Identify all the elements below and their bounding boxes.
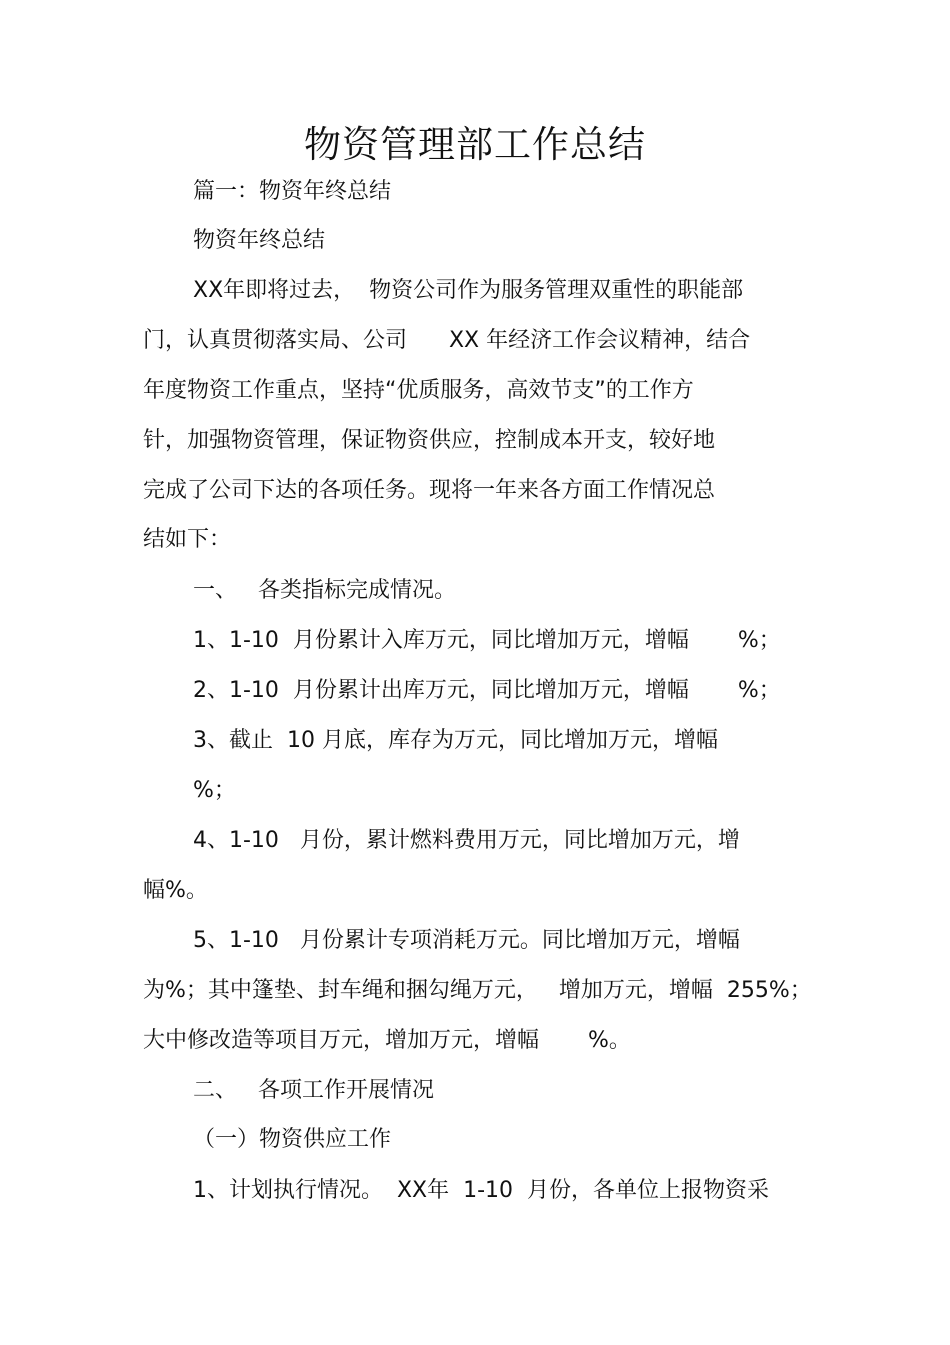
subheading: 物资年终总结 bbox=[193, 228, 326, 253]
paragraph-line: 年度物资工作重点，坚持“优质服务，高效节支”的工作方 bbox=[143, 378, 694, 403]
list-item: 1、1-10 月份累计入库万元，同比增加万元，增幅 %； bbox=[193, 628, 781, 653]
list-item-continuation: 大中修改造等项目万元，增加万元，增幅 %。 bbox=[143, 1028, 631, 1053]
paragraph-line: 结如下： bbox=[143, 527, 232, 552]
list-item: 5、1-10 月份累计专项消耗万元。同比增加万元，增幅 bbox=[193, 928, 740, 953]
paragraph-line: 完成了公司下达的各项任务。现将一年来各方面工作情况总 bbox=[143, 478, 716, 503]
paragraph-line: 针，加强物资管理，保证物资供应，控制成本开支，较好地 bbox=[143, 428, 716, 453]
paragraph-line: XX年即将过去， 物资公司作为服务管理双重性的职能部 bbox=[193, 278, 744, 303]
list-item-continuation: %； bbox=[193, 778, 236, 803]
list-item-continuation: 为%；其中篷垫、封车绳和捆勾绳万元， 增加万元，增幅 255%； bbox=[143, 978, 812, 1003]
section-heading-indicators: 一、 各类指标完成情况。 bbox=[193, 578, 456, 603]
document-title: 物资管理部工作总结 bbox=[304, 123, 646, 166]
list-item: 1、计划执行情况。 XX年 1-10 月份，各单位上报物资采 bbox=[193, 1178, 770, 1203]
list-item-continuation: 幅%。 bbox=[143, 878, 208, 903]
paragraph-line: 门，认真贯彻落实局、公司 XX 年经济工作会议精神，结合 bbox=[143, 328, 751, 353]
list-item: 2、1-10 月份累计出库万元，同比增加万元，增幅 %； bbox=[193, 678, 781, 703]
section-heading-work: 二、 各项工作开展情况 bbox=[193, 1078, 434, 1103]
subsection-heading: （一）物资供应工作 bbox=[193, 1127, 392, 1152]
section-heading-part-one: 篇一：物资年终总结 bbox=[193, 179, 392, 204]
list-item: 3、截止 10 月底，库存为万元，同比增加万元，增幅 bbox=[193, 728, 718, 753]
list-item: 4、1-10 月份，累计燃料费用万元，同比增加万元，增 bbox=[193, 828, 740, 853]
